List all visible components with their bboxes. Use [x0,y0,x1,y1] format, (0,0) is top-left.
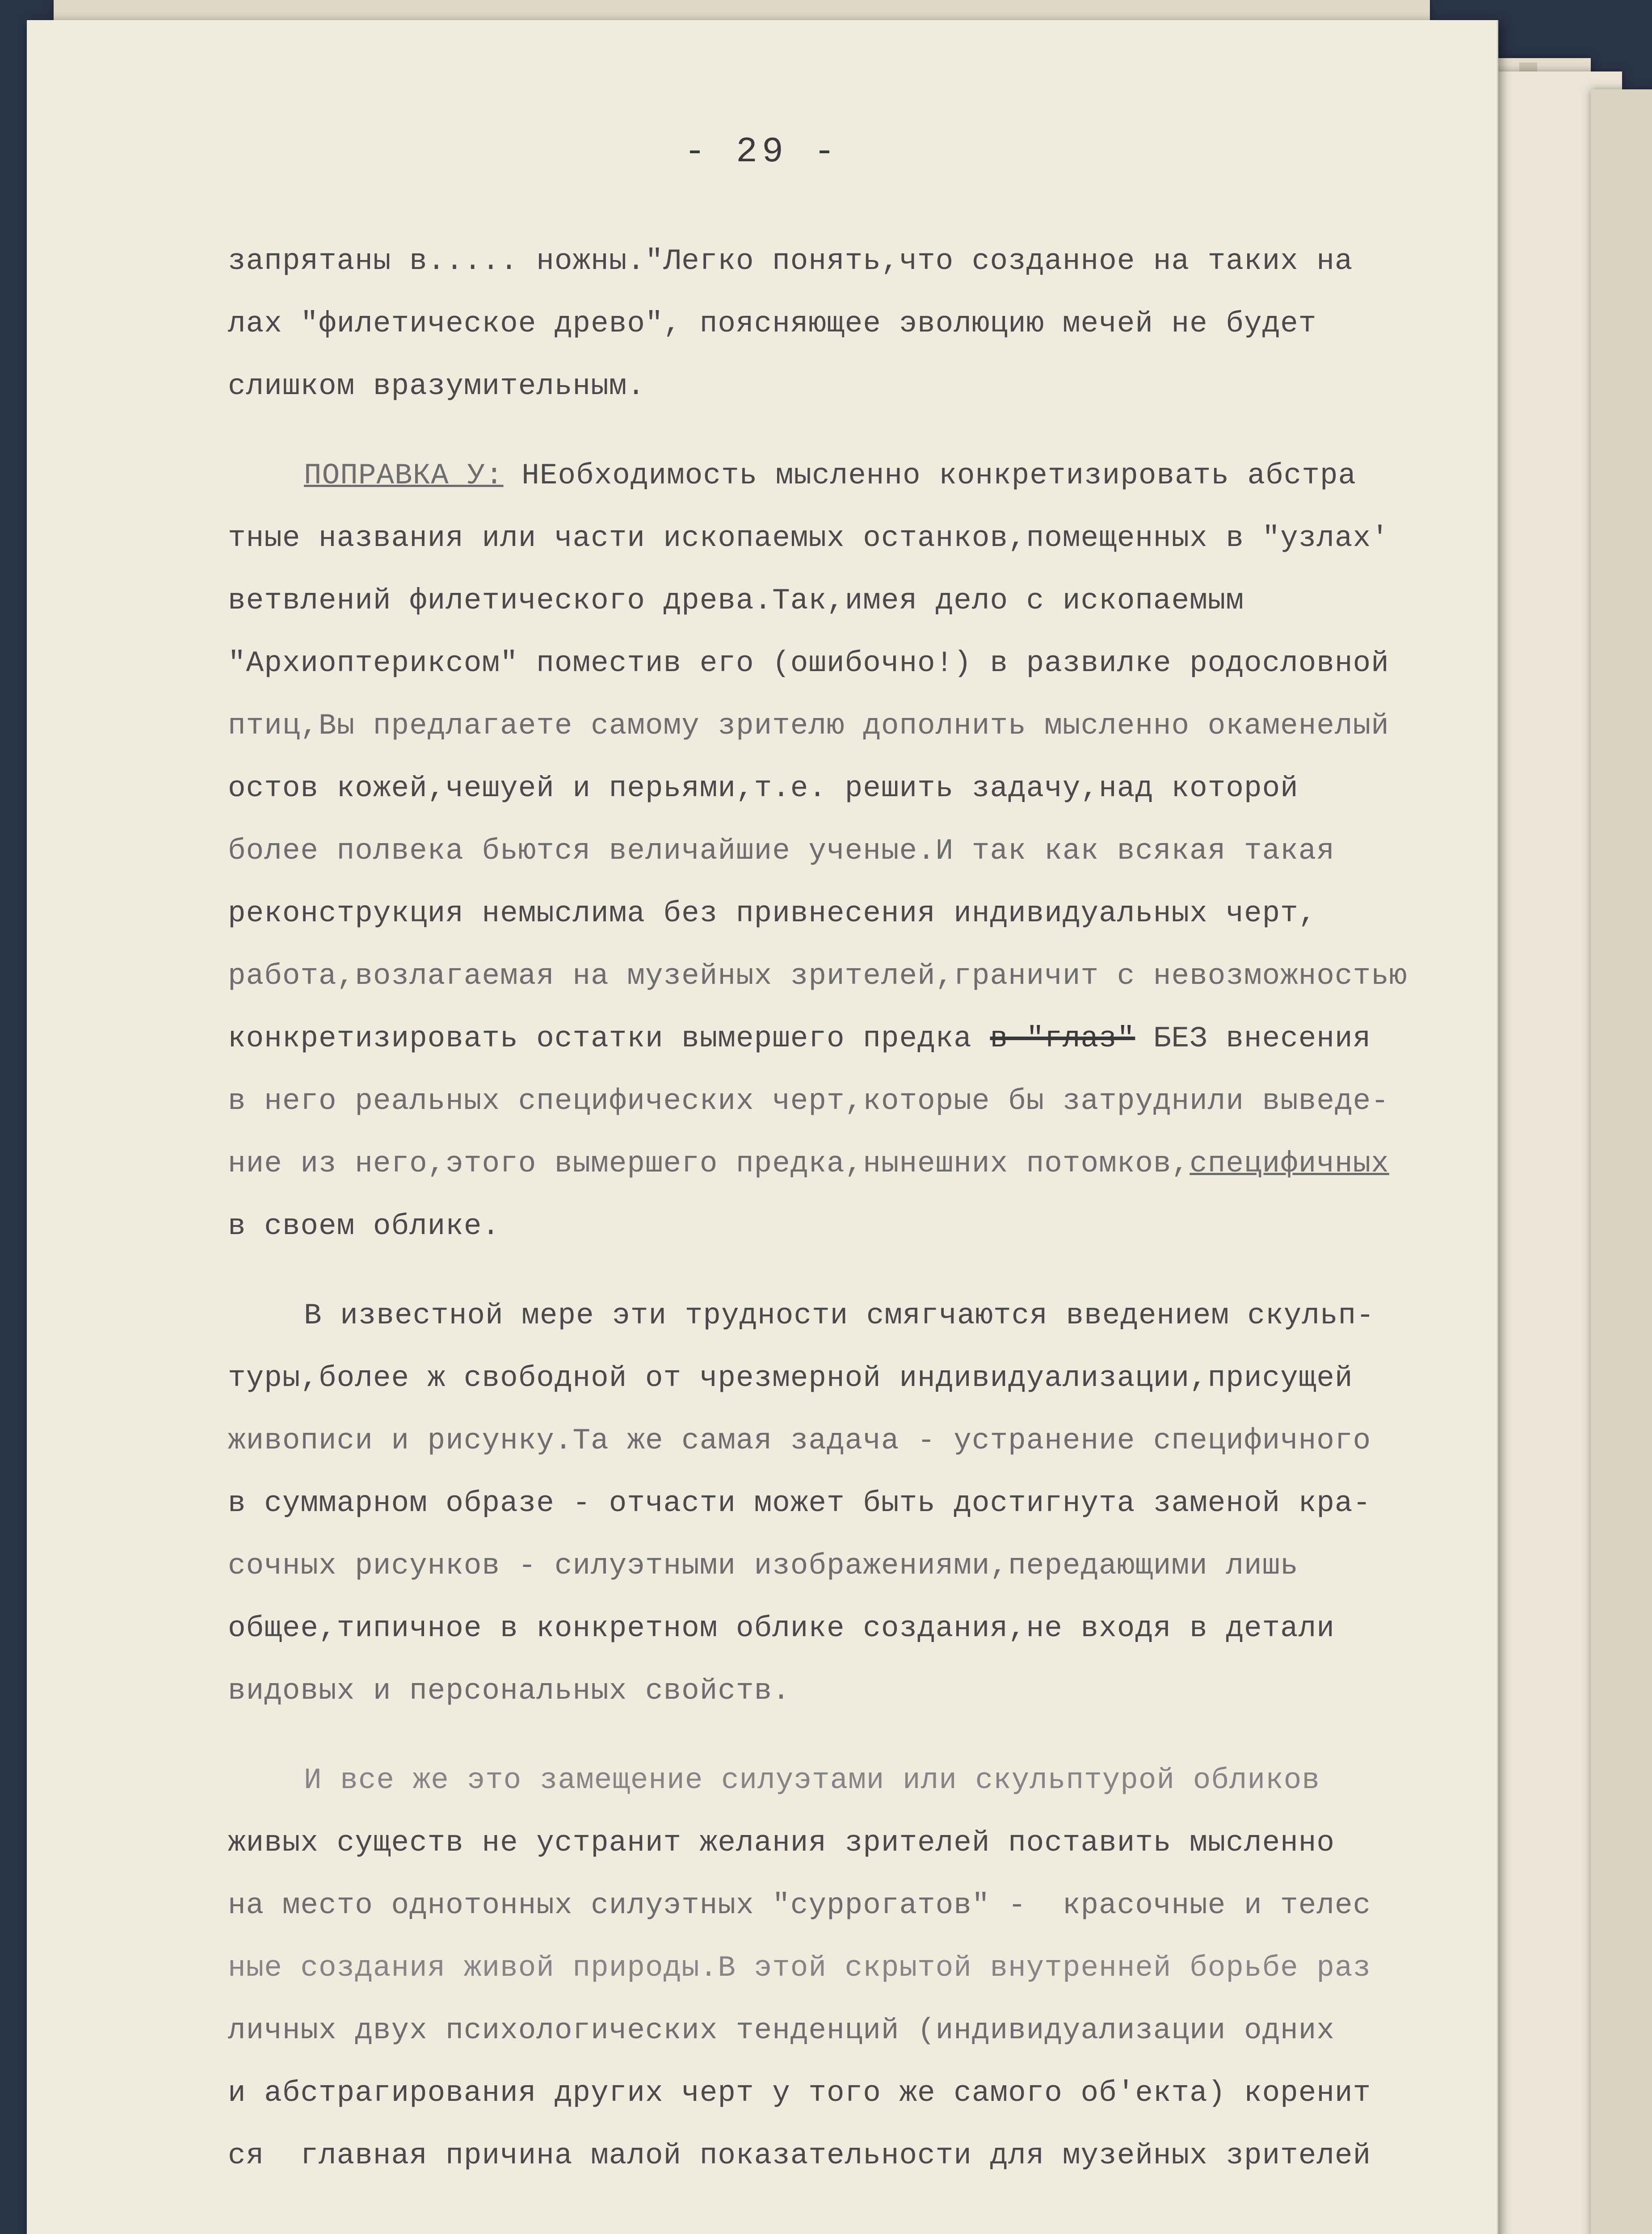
text-line: слишком вразумительным. [228,370,645,403]
underlined-word: специфичных [1190,1147,1389,1180]
text-line: "Архиоптериксом" поместив его (ошибочно!) в развилке родословной [228,647,1389,680]
text-line [228,445,1546,507]
text-line: общее,типичное в конкретном облике создания,не входя в детали [228,1612,1335,1645]
text-line: В известной мере эти трудности смягчаются введением скульп- [304,1299,1375,1332]
text-line: ветвлений филетического древа.Так,имея дело с ископаемым [228,584,1244,617]
text-line: живописи и рисунку.Та же самая задача - устранение специфичного [228,1424,1371,1457]
text-line: ные создания живой природы.В этой скрытой внутренней борьбе раз [228,1951,1371,1985]
text-fragment: конкретизировать остатки вымершего предка [228,1022,972,1055]
text-line: туры,более ж свободной от чрезмерной индивидуализации,присущей [228,1361,1353,1395]
text-line: на место однотонных силуэтных "суррогатов" - красочные и телес [228,1889,1371,1922]
typewritten-page [27,20,1498,2234]
text-line: лах "филетическое древо", поясняющее эволюцию мечей не будет [228,307,1317,340]
text-fragment: ние из него,этого вымершего предка,нынешних потомков, [228,1147,1190,1180]
text-line: в суммарном образе - отчасти может быть достигнута заменой кра- [228,1487,1371,1520]
text-line: работа,возлагаемая на музейных зрителей,граничит с невозможностью [228,959,1408,993]
text-line: И все же это замещение силуэтами или скульптурой обликов [304,1764,1320,1797]
text-line: в него реальных специфических черт,которые бы затруднили выведе- [228,1084,1389,1118]
text-line: сочных рисунков - силуэтными изображениями,передающими лишь [228,1549,1299,1583]
text-line: запрятаны в..... ножны."Легко понять,что созданное на таких на [228,244,1353,278]
text-line [228,1133,1546,1195]
text-line: живых существ не устранит желания зрителей поставить мысленно [228,1826,1335,1860]
text-line: остов кожей,чешуей и перьями,т.е. решить задачу,над которой [228,772,1299,805]
text-line: видовых и персональных свойств. [228,1674,790,1708]
text-line: и абстрагирования других черт у того же самого об'екта) коренит [228,2076,1371,2110]
text-line: тные названия или части ископаемых останков,помещенных в "узлах' [228,521,1389,555]
text-line: более полвека бьются величайшие ученые.И так как всякая такая [228,834,1335,868]
stacked-sheet-right-3 [1591,89,1652,2234]
page-body [228,230,1546,2187]
text-line: птиц,Вы предлагаете самому зрителю дополнить мысленно окаменелый [228,709,1389,743]
text-line: личных двух психологических тенденций (индивидуализации одних [228,2014,1335,2047]
section-heading: ПОПРАВКА У: [304,459,504,492]
text-line: в своем облике. [228,1209,500,1243]
text-fragment: НЕобходимость мысленно конкретизировать абстра [503,459,1357,492]
text-fragment: БЕЗ внесения [1135,1022,1371,1055]
text-line: ся главная причина малой показательности для музейных зрителей [228,2139,1371,2172]
page-number: - 29 - [684,132,840,172]
text-line: реконструкция немыслима без привнесения индивидуальных черт, [228,897,1317,930]
text-line [228,1008,1546,1070]
struck-text: в "глаз" [990,1022,1135,1055]
